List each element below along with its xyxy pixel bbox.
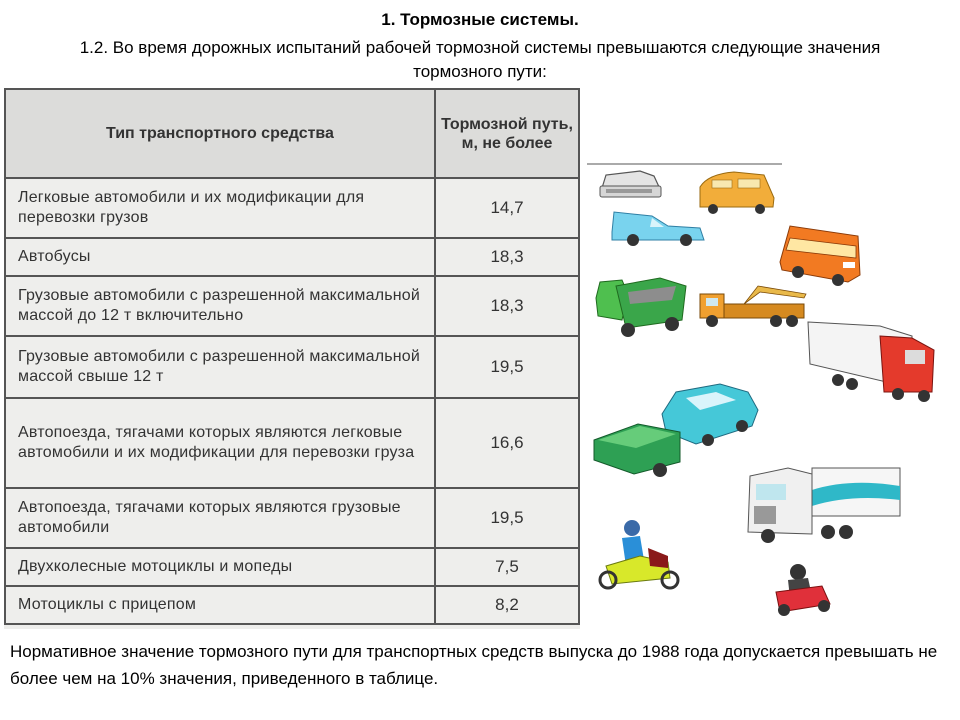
bus-illustration xyxy=(780,226,860,286)
header-braking-distance: Тормозной путь, м, не более xyxy=(435,89,579,178)
braking-distance-table xyxy=(4,88,580,625)
semi-truck-illustration xyxy=(748,468,900,543)
minibus-illustration xyxy=(700,172,774,214)
distance-cell: 7,5 xyxy=(435,548,579,586)
table-row xyxy=(5,276,579,336)
vehicle-type-cell: Грузовые автомобили с разрешенной максимальной массой свыше 12 т xyxy=(5,336,435,398)
motorcycle-sidecar-illustration xyxy=(776,564,830,616)
vehicle-illustrations xyxy=(585,160,960,630)
braking-distance-table-container xyxy=(4,88,580,629)
passenger-car-illustration xyxy=(600,171,661,197)
distance-cell: 14,7 xyxy=(435,178,579,238)
box-truck-illustration xyxy=(808,322,934,402)
vehicle-type-cell: Автобусы xyxy=(5,238,435,276)
table-row xyxy=(5,398,579,488)
distance-cell: 19,5 xyxy=(435,336,579,398)
car-with-trailer-illustration xyxy=(594,384,758,477)
distance-cell: 18,3 xyxy=(435,238,579,276)
vehicle-type-cell: Легковые автомобили и их модификации для перевозки грузов xyxy=(5,178,435,238)
vehicle-type-cell: Грузовые автомобили с разрешенной максимальной массой до 12 т включительно xyxy=(5,276,435,336)
table-row xyxy=(5,586,579,624)
slide-title: 1. Тормозные системы. xyxy=(381,10,579,29)
vehicle-type-cell: Автопоезда, тягачами которых являются грузовые автомобили xyxy=(5,488,435,548)
dump-truck-illustration xyxy=(596,278,686,337)
delivery-van-illustration xyxy=(612,212,704,246)
header-vehicle-type: Тип транспортного средства xyxy=(5,89,435,178)
distance-cell: 18,3 xyxy=(435,276,579,336)
distance-cell: 19,5 xyxy=(435,488,579,548)
motorcycle-illustration xyxy=(600,520,678,588)
vehicle-type-cell: Мотоциклы с прицепом xyxy=(5,586,435,624)
slide-subtitle: 1.2. Во время дорожных испытаний рабочей тормозной системы превышаются следующие значения тормозного пути: xyxy=(79,38,881,81)
vehicle-type-cell: Автопоезда, тягачами которых являются легковые автомобили и их модификации для перевозки груза xyxy=(5,398,435,488)
distance-cell: 8,2 xyxy=(435,586,579,624)
distance-cell: 16,6 xyxy=(435,398,579,488)
table-row xyxy=(5,178,579,238)
table-row xyxy=(5,238,579,276)
crane-truck-illustration xyxy=(700,286,806,327)
note-text: Нормативное значение тормозного пути для транспортных средств выпуска до 1988 года допускается превышать не более чем на 10% значения, приведенного в таблице. xyxy=(10,642,938,688)
table-row xyxy=(5,336,579,398)
table-row xyxy=(5,548,579,586)
table-header-row xyxy=(5,89,579,178)
table-row xyxy=(5,488,579,548)
vehicle-type-cell: Двухколесные мотоциклы и мопеды xyxy=(5,548,435,586)
